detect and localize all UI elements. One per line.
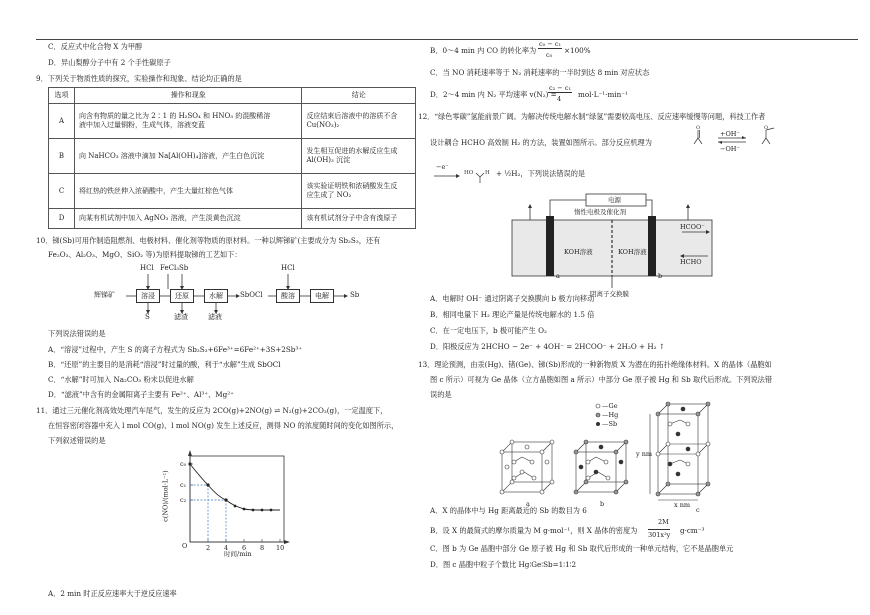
q10-stem-line1: 10．锑(Sb)可用作制造阻燃剂、电极材料、催化剂等物质的原材料。一种以辉锑矿(主要成分为 Sb₂S₃，还有 [36,236,381,245]
q11-stem-line3: 下列叙述错误的是 [48,436,106,445]
q13-option-b: B．设 X 的最简式的摩尔质量为 M g·mol⁻¹，则 X 晶体的密度为 2M 301x²y g·cm⁻³ [430,518,705,539]
caption-c: c [696,506,700,514]
mechanism-minus-oh: −OH⁻ [720,145,740,153]
mechanism-minus-e: −e⁻ [436,163,449,171]
flow-step-leach: 溶浸 [136,289,160,303]
q9-table [48,87,416,229]
flow-output-filtrate: 滤液 [208,313,222,321]
table-header: 选项 [49,88,75,104]
koh-left-label: KOH溶液 [564,248,593,256]
q10-option-c: C．“水解”时可加入 Na₂CO₃ 粉末以促进水解 [48,375,194,384]
q10-option-b: B．“还原”的主要目的是消耗“溶浸”时过量的酸，利于“水解”生成 SbOCl [48,360,281,369]
q11-stem-line1: 11．通过三元催化剂高效处理汽车尾气，发生的反应为 2CO(g)+2NO(g) ⇌ N₂(g)+2CO₂(g)，一定温度下， [36,406,388,415]
flow-step-acid: 酸溶 [276,289,300,303]
graph-xlabel: 时间/min [224,550,252,558]
hcoo-label: HCOO⁻ [680,223,705,231]
q8-option-d: D．异山梨醇分子中有 2 个手性碳原子 [48,58,171,67]
mechanism-plus-oh: +OH⁻ [720,130,740,138]
graph-origin: O [182,542,188,550]
legend-sb: —Sb [602,420,618,428]
flow-output-s: S [145,313,150,321]
caption-a: a [526,500,530,508]
flow-start: 辉锑矿 [94,291,115,299]
crystal-svg [500,400,760,510]
q10-option-a: A．“溶浸”过程中，产生 S 的离子方程式为 Sb₂S₃+6Fe³⁺=6Fe²⁺+3S+2Sb³⁺ [48,345,303,354]
electrolysis-cell [512,192,722,307]
q12-option-a: A．电解时 OH⁻ 通过阴离子交换膜向 b 极方向移动 [430,294,595,303]
graph-xtick: 10 [276,544,285,552]
graph-xtick: 8 [260,544,265,552]
graph-xtick: 4 [224,544,229,552]
flow-step-reduce: 还原 [170,289,194,303]
graph-c0: c₀ [180,460,187,468]
q9-stem: 9．下列关于物质性质的探究，实验操作和现象、结论均正确的是 [36,74,242,83]
legend-ge: —Ge [602,402,618,410]
q12-option-d: D．阳极反应为 2HCHO − 2e⁻ + 4OH⁻ = 2HCOO⁻ + 2H₂O + H₂ ↑ [430,342,665,351]
dimension-y: y nm [636,450,653,458]
q11-option-a: A．2 min 时正反应速率大于逆反应速率 [48,589,177,598]
svg-text:O: O [696,125,701,131]
table-header: 结论 [302,88,416,104]
flow-input-sb: Sb [179,264,189,272]
q11-stem-line2: 在恒容密闭容器中充入 l mol CO(g)、l mol NO(g) 发生上述反应，测得 NO 的浓度随时间的变化如图所示， [48,421,399,430]
q12-stem-line1: 12．“绿色零碳”氢能前景广阔。为解决传统电解水制“绿氢”需要较高电压、反应速率缓慢等问题，科技工作者 [418,112,766,121]
q8-option-c: C．反应式中化合物 X 为甲醇 [48,42,143,51]
q13-stem-line1: 13．理论预测，由汞(Hg)、锗(Ge)、锑(Sb)形成的一种新物质 X 为潜在的拓扑绝缘体材料。X 的晶体（晶胞如 [418,360,772,369]
svg-text:O: O [764,125,769,131]
flow-step-hydrolysis: 水解 [204,289,228,303]
graph-c1: c₁ [180,481,187,489]
koh-right-label: KOH溶液 [618,248,647,256]
q13-option-a: A．X 的晶体中与 Hg 距离最近的 Sb 的数目为 6 [430,506,587,515]
q12-stem-line3: + ½H₂，下列说法错误的是 [496,169,586,178]
q13-stem-line3: 误的是 [430,390,452,399]
flow-step-electrolysis: 电解 [310,289,334,303]
table-header: 操作和现象 [75,88,302,104]
table-row: D 向某有机试剂中加入 AgNO₃ 溶液，产生淡黄色沉淀 该有机试剂分子中含有溴原子 [49,209,416,229]
q11-option-c: C．当 NO 消耗速率等于 N₂ 消耗速率的一半时到达 8 min 对应状态 [430,68,650,77]
q12-option-c: C．在一定电压下，b 极可能产生 O₂ [430,326,547,335]
electrode-label: 惰性电极及催化剂 [574,208,626,216]
legend-hg: —Hg [602,411,619,419]
process-flowchart [36,264,420,324]
electrode-a-label: a [556,272,560,280]
q13-stem-line2: 图 c 所示）可视为 Ge 晶体（立方晶胞如图 a 所示）中部分 Ge 原子被 Hg 和 Sb 取代后形成。下列说法错 [430,375,773,384]
mechanism-structures [688,126,808,156]
flow-input-hcl: HCl [140,264,154,272]
q11-option-d: D．2～4 min 内 N₂ 平均速率 v(N₂) = c₂ − c₁ 4 mol·L⁻¹·min⁻¹ [430,84,628,103]
graph-xtick: 2 [206,544,211,552]
table-row: B 向 NaHCO₃ 溶液中滴加 Na[Al(OH)₄]溶液，产生白色沉淀 发生相互促进的水解反应生成 Al(OH)₃ 沉淀 [49,139,416,174]
flow-input-hcl2: HCl [281,264,295,272]
q12-stem-line2: 设计耦合 HCHO 高效制 H₂ 的方法，装置如图所示。部分反应机理为 [430,138,652,147]
dimension-x: x nm [674,501,691,509]
membrane-label: 阴离子交换膜 [590,290,629,298]
flow-intermediate: SbOCl [240,291,263,299]
q11-option-b: B．0～4 min 内 CO 的转化率为 c₀ − c₁ c₀ ×100% [430,40,591,59]
formic-structure [464,163,494,183]
table-row: C 将红热的铁丝伸入浓硝酸中，产生大量红棕色气体 该实验证明铁和浓硝酸发生反 应生成了 NO₂ [49,174,416,209]
flow-end: Sb [350,291,360,299]
flow-input-fecl3: FeCl₃ [160,264,180,272]
q10-option-d: D．“滤液”中含有的金属阳离子主要有 Fe²⁺、Al³⁺、Mg²⁺ [48,390,234,399]
crystal-structures [500,400,760,514]
q10-ask: 下列说法错误的是 [48,329,106,338]
svg-text:HO: HO [464,170,474,176]
q12-option-b: B．相同电量下 H₂ 理论产量是传统电解水的 1.5 倍 [430,310,595,319]
q10-stem-line2: Fe₂O₃、Al₂O₃、MgO、SiO₂ 等)为原料提取锑的工艺如下： [48,250,242,259]
caption-b: b [600,500,605,508]
hcho-label: HCHO [680,258,702,266]
power-source-label: 电源 [608,196,621,204]
table-row: A 向含有物质的量之比为 2∶1 的 H₂SO₄ 和 HNO₃ 的混酸稀溶 液中加入过量铜粉，生成气体，溶液变蓝 反应结束后溶液中的溶质不含 Cu(NO₃)₂ [49,104,416,139]
svg-text:H: H [485,170,490,176]
graph-svg [166,446,326,556]
flow-output-residue: 滤渣 [174,313,188,321]
graph-ylabel: c(NO)/(mol·L⁻¹) [161,470,170,522]
graph-xtick: 6 [242,544,247,552]
top-rule [36,39,858,40]
concentration-graph [161,446,326,558]
graph-c2: c₂ [180,496,187,504]
electrode-b-label: b [658,272,663,280]
q13-option-d: D．图 c 晶胞中粒子个数比 Hg∶Ge∶Sb=1∶1∶2 [430,560,577,569]
q13-option-c: C．图 b 为 Ge 晶胞中部分 Ge 原子被 Hg 和 Sb 取代后形成的一种单元结构，它不是晶胞单元 [430,544,734,553]
